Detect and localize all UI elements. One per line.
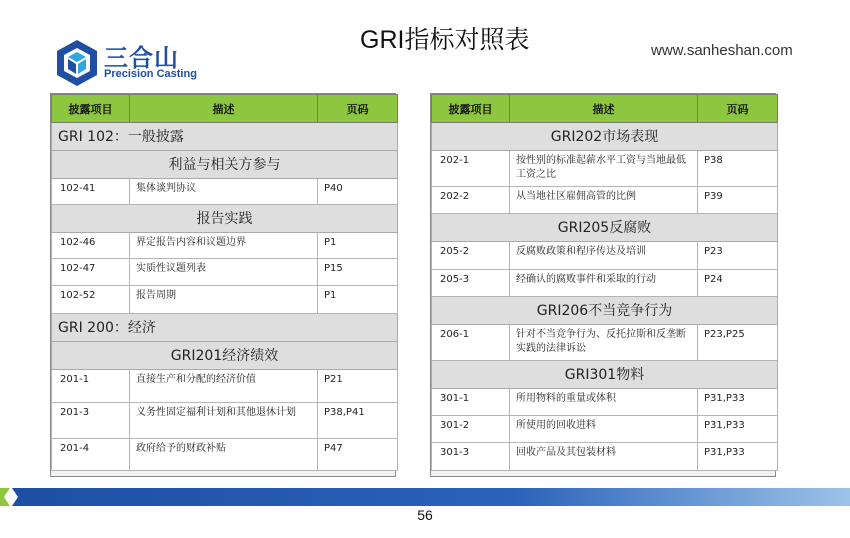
website-url: www.sanheshan.com [651,42,793,59]
section-header-row [52,123,398,151]
table-header-row [432,95,778,123]
section-title: 利益与相关方参与 [52,151,398,179]
page-reference: P1 [318,286,398,314]
indicator-code: 301-1 [432,389,510,416]
indicator-description: 直接生产和分配的经济价值 [130,370,318,403]
indicator-code: 102-41 [52,179,130,205]
indicator-description: 政府给予的财政补贴 [130,439,318,471]
column-header-item: 披露项目 [432,95,510,123]
indicator-description: 回收产品及其包装材料 [510,443,698,471]
table-row [432,270,778,297]
page-reference: P24 [698,270,778,297]
indicator-code: 205-2 [432,242,510,270]
indicator-description: 针对不当竞争行为、反托拉斯和反垄断实践的法律诉讼 [510,325,698,361]
section-title: GRI205反腐败 [432,214,778,242]
company-logo [54,38,197,88]
column-header-page: 页码 [318,95,398,123]
page-number: 56 [417,507,433,523]
column-header-description: 描述 [510,95,698,123]
page-reference: P31,P33 [698,443,778,471]
indicator-description: 界定报告内容和议题边界 [130,233,318,259]
indicator-code: 201-1 [52,370,130,403]
table-row [52,179,398,205]
section-header-row [432,214,778,242]
indicator-code: 301-3 [432,443,510,471]
indicator-code: 201-3 [52,403,130,439]
page-reference: P23 [698,242,778,270]
indicator-code: 301-2 [432,416,510,443]
indicator-description: 集体谈判协议 [130,179,318,205]
gri-table-left [51,94,398,471]
gri-table-right-panel [430,93,776,477]
table-header-row [52,95,398,123]
section-title: GRI 200：经济 [52,314,398,342]
column-header-description: 描述 [130,95,318,123]
indicator-code: 202-1 [432,151,510,187]
indicator-code: 201-4 [52,439,130,471]
page-reference: P31,P33 [698,389,778,416]
gri-table-right [431,94,778,471]
table-row [432,389,778,416]
page-reference: P15 [318,259,398,286]
table-row [52,259,398,286]
hexagon-logo-icon [54,38,100,88]
footer-bar [0,488,850,506]
table-row [432,187,778,214]
page-reference: P1 [318,233,398,259]
table-row [432,416,778,443]
section-title: 报告实践 [52,205,398,233]
table-row [52,439,398,471]
indicator-description: 所使用的回收进料 [510,416,698,443]
section-header-row [432,361,778,389]
indicator-code: 102-46 [52,233,130,259]
table-row [52,403,398,439]
table-row [52,370,398,403]
indicator-description: 报告周期 [130,286,318,314]
page-reference: P38,P41 [318,403,398,439]
logo-chinese-name: 三合山 [104,44,179,72]
section-title: GRI206不当竞争行为 [432,297,778,325]
page-reference: P38 [698,151,778,187]
indicator-description: 所用物料的重量或体积 [510,389,698,416]
indicator-code: 205-3 [432,270,510,297]
table-row [52,286,398,314]
page-title: GRI指标对照表 [360,26,530,54]
section-header-row [52,342,398,370]
indicator-code: 206-1 [432,325,510,361]
indicator-description: 反腐败政策和程序传达及培训 [510,242,698,270]
section-header-row [52,205,398,233]
section-header-row [52,314,398,342]
indicator-code: 102-52 [52,286,130,314]
section-title: GRI202市场表现 [432,123,778,151]
section-header-row [432,297,778,325]
page-reference: P23,P25 [698,325,778,361]
section-header-row [432,123,778,151]
section-title: GRI301物料 [432,361,778,389]
gri-table-left-panel [50,93,396,477]
section-title: GRI 102：一般披露 [52,123,398,151]
indicator-description: 义务性固定福利计划和其他退休计划 [130,403,318,439]
section-title: GRI201经济绩效 [52,342,398,370]
column-header-page: 页码 [698,95,778,123]
page-reference: P21 [318,370,398,403]
section-header-row [52,151,398,179]
table-row [432,443,778,471]
table-row [52,233,398,259]
page-reference: P40 [318,179,398,205]
logo-english-name: Precision Casting [104,68,197,80]
indicator-code: 102-47 [52,259,130,286]
column-header-item: 披露项目 [52,95,130,123]
indicator-description: 按性别的标准起薪水平工资与当地最低工资之比 [510,151,698,187]
indicator-description: 实质性议题列表 [130,259,318,286]
indicator-description: 从当地社区雇佣高管的比例 [510,187,698,214]
page-reference: P47 [318,439,398,471]
table-row [432,242,778,270]
indicator-code: 202-2 [432,187,510,214]
page-reference: P39 [698,187,778,214]
table-row [432,151,778,187]
indicator-description: 经确认的腐败事件和采取的行动 [510,270,698,297]
table-row [432,325,778,361]
page-reference: P31,P33 [698,416,778,443]
